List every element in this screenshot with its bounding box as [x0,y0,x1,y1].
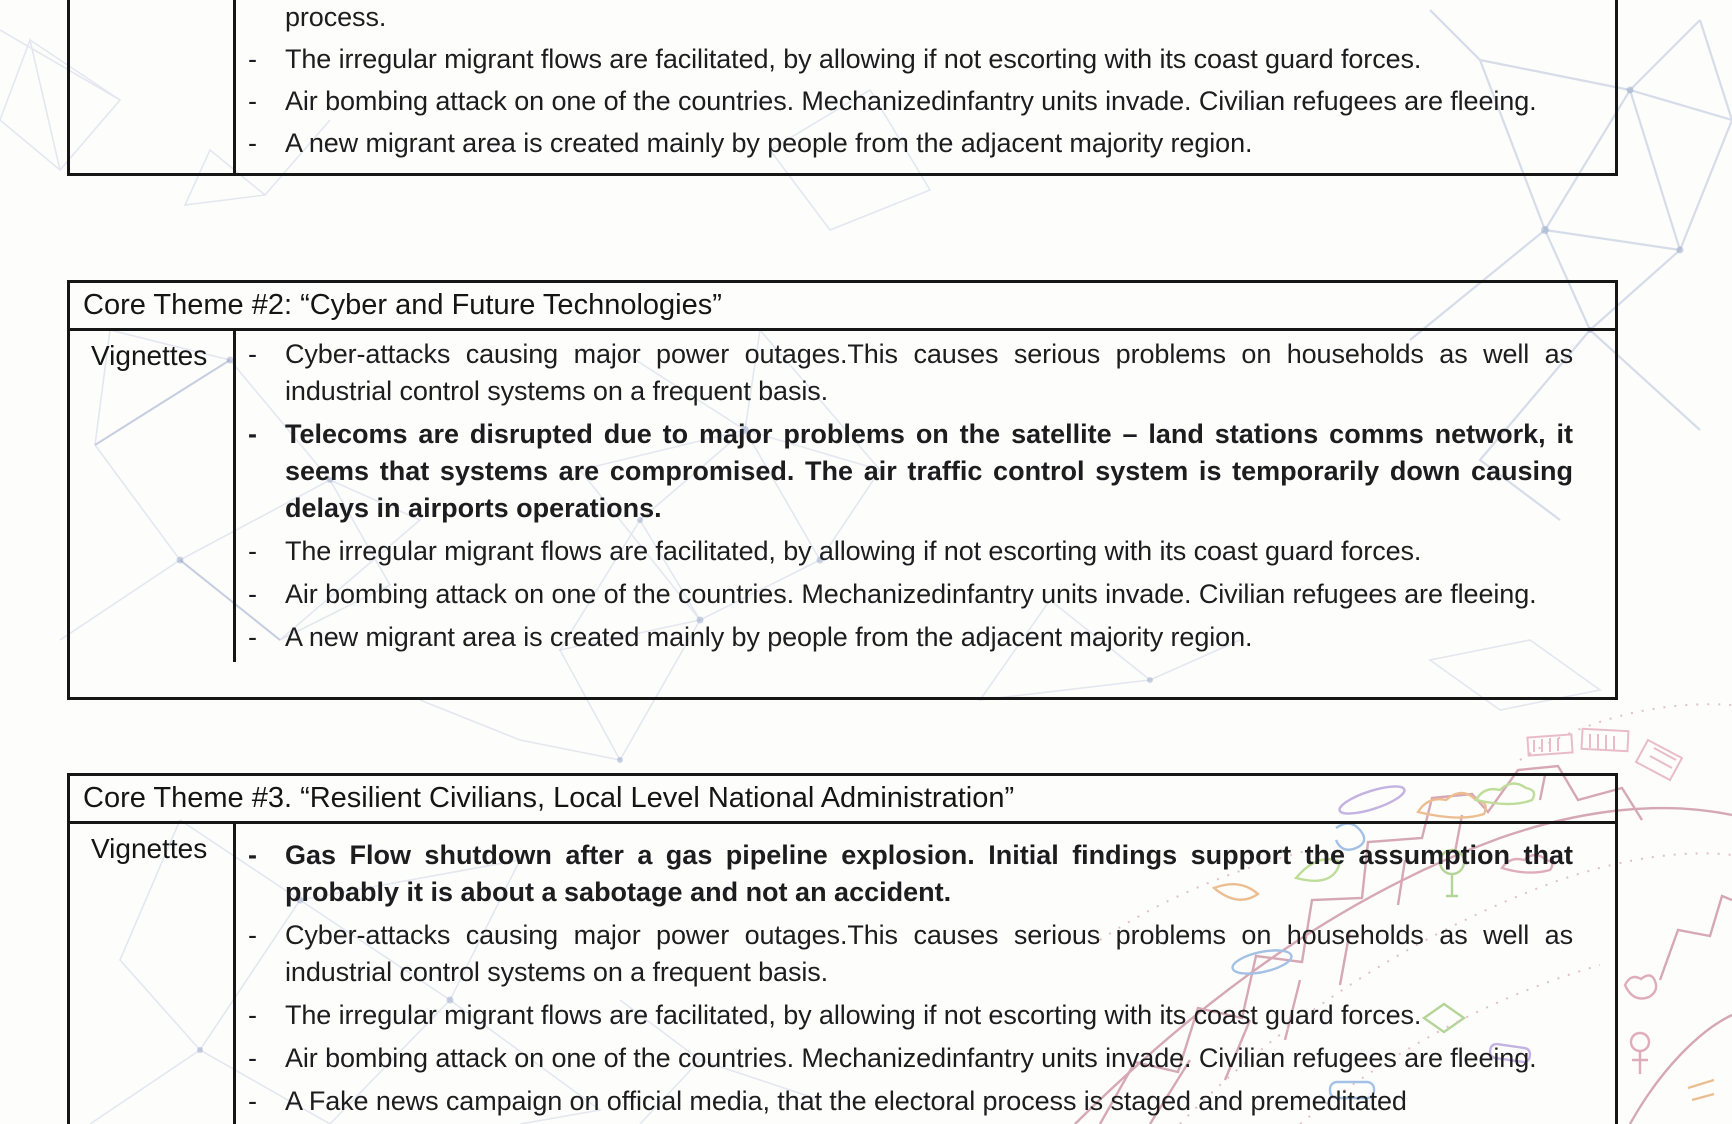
dash-marker: - [248,622,257,652]
vignette-item: - Cyber-attacks causing major power outages.This causes serious problems on households as well as industrial control systems on a frequent basis. [248,917,1603,991]
dash-marker: - [248,920,257,950]
dash-marker: - [248,419,257,449]
dash-marker: - [248,536,257,566]
vignette-item: - Air bombing attack on one of the countries. Mechanizedinfantry units invade. Civilian refugees are fleeing. [248,83,1603,120]
vignette-item: - The irregular migrant flows are facilitated, by allowing if not escorting with its coast guard forces. [248,997,1603,1034]
vignette-list [236,824,1615,1124]
core-theme-2-table [67,280,1618,700]
dash-marker: - [248,1000,257,1030]
dash-marker: - [248,1043,257,1073]
dash-marker: - [248,44,257,74]
core-theme-2-header: Core Theme #2: “Cyber and Future Technologies” [70,283,1615,331]
dash-marker: - [248,1086,257,1116]
vignette-list [236,0,1615,173]
vignette-item: - Cyber-attacks causing major power outages.This causes serious problems on households as well as industrial control systems on a frequent basis. [248,336,1603,410]
vignette-item: - The irregular migrant flows are facilitated, by allowing if not escorting with its coast guard forces. [248,41,1603,78]
core-theme-3-header: Core Theme #3. “Resilient Civilians, Local Level National Administration” [70,776,1615,824]
vignette-item: - A Fake news campaign on official media, that the electoral process is staged and premeditated [248,1083,1603,1120]
vignette-item: - Air bombing attack on one of the countries. Mechanizedinfantry units invade. Civilian refugees are fleeing. [248,1040,1603,1077]
continuation-line: process. [248,0,1603,36]
dash-marker: - [248,579,257,609]
dash-marker: - [248,128,257,158]
core-theme-3-table [67,773,1618,1124]
core-theme-1-table [67,0,1618,176]
vignette-item: - Telecoms are disrupted due to major problems on the satellite – land stations comms network, it seems that systems are compromised. The air traffic control system is temporarily down causing delays in airports operations. [248,416,1603,527]
vignette-item: - Air bombing attack on one of the countries. Mechanizedinfantry units invade. Civilian refugees are fleeing. [248,576,1603,613]
vignette-item: - Gas Flow shutdown after a gas pipeline explosion. Initial findings support the assumption that probably it is about a sabotage and not an accident. [248,837,1603,911]
dash-marker [248,0,285,36]
row-label-cell [70,0,236,173]
vignette-item: - The irregular migrant flows are facilitated, by allowing if not escorting with its coast guard forces. [248,533,1603,570]
dash-marker: - [248,339,257,369]
row-label-cell: Vignettes [70,331,236,662]
vignette-item: - A new migrant area is created mainly by people from the adjacent majority region. [248,125,1603,162]
vignette-list [236,331,1615,662]
vignette-item: - A new migrant area is created mainly by people from the adjacent majority region. [248,619,1603,656]
dash-marker: - [248,840,257,870]
row-label-cell: Vignettes [70,824,236,1124]
dash-marker: - [248,86,257,116]
